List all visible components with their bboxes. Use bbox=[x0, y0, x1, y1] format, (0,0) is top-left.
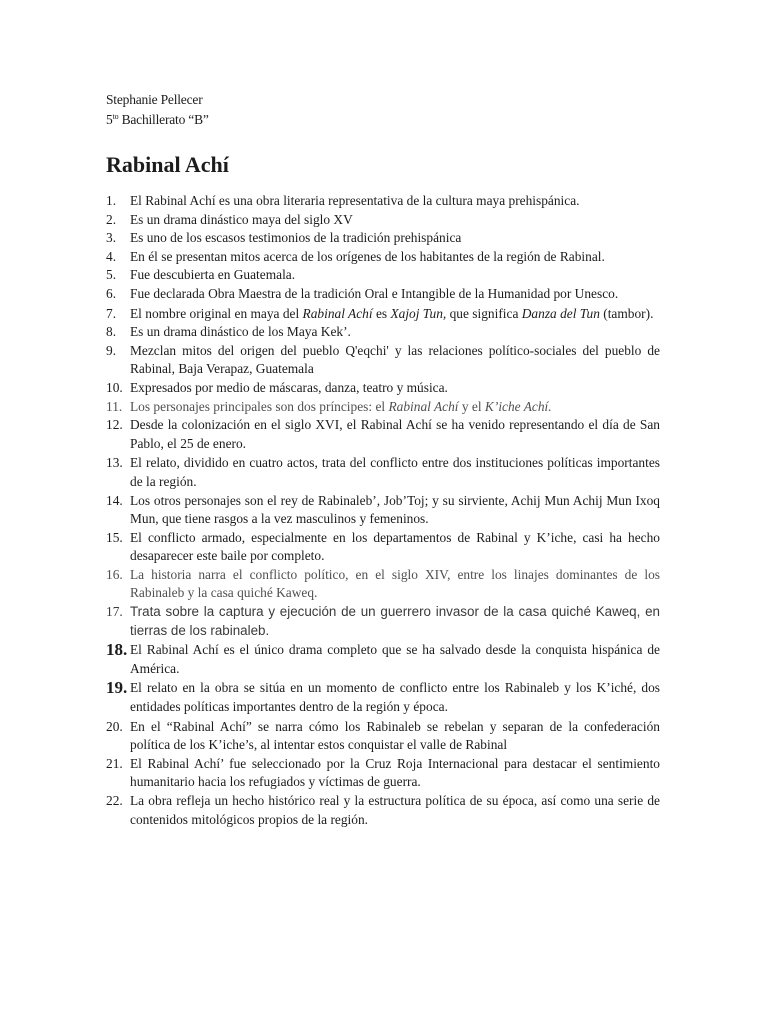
item-text: Mezclan mitos del origen del pueblo Q'eqchi' y las relaciones político-sociales del pueblo de Rabinal, Baja Verapaz, Guatemala bbox=[130, 342, 660, 377]
facts-list bbox=[106, 192, 660, 829]
grade-number: 5 bbox=[106, 112, 113, 127]
item-number: 16. bbox=[106, 566, 123, 582]
list-item bbox=[106, 566, 660, 603]
item-number: 5. bbox=[106, 267, 117, 283]
item-text: Trata sobre la captura y ejecución de un guerrero invasor de la casa quiché Kaweq, en tierras de los rabinaleb. bbox=[130, 604, 660, 638]
item-text bbox=[130, 305, 660, 324]
item-number: 6. bbox=[106, 285, 117, 301]
item-text: Expresados por medio de máscaras, danza, teatro y música. bbox=[130, 379, 448, 395]
item-text bbox=[130, 398, 660, 417]
item-number: 12. bbox=[106, 417, 123, 433]
text-run: es bbox=[372, 305, 391, 321]
list-item bbox=[106, 718, 660, 755]
item-text: En el “Rabinal Achí” se narra cómo los Rabinaleb se rebelan y separan de la confederación política de los K’iche’s, al intentar estos conquistar el valle de Rabinal bbox=[130, 718, 660, 753]
item-text: El conflicto armado, especialmente en los departamentos de Rabinal y K’iche, casi ha hecho desaparecer este baile por completo. bbox=[130, 529, 660, 564]
list-item bbox=[106, 416, 660, 453]
list-item bbox=[106, 211, 660, 230]
list-item bbox=[106, 229, 660, 248]
item-number: 1. bbox=[106, 193, 117, 208]
item-text: La historia narra el conflicto político, en el siglo XIV, entre los linajes dominantes de los Rabinaleb y la casa quiché Kaweq. bbox=[130, 566, 660, 601]
author-name: Stephanie Pellecer bbox=[106, 92, 203, 107]
list-item bbox=[106, 603, 660, 640]
item-text: Los otros personajes son el rey de Rabinaleb’, Job’Toj; y su sirviente, Achij Mun Achij Mun Ixoq Mun, que tiene rasgos a la vez masculinos y femeninos. bbox=[130, 492, 660, 527]
text-run-italic: Danza del Tun bbox=[521, 305, 600, 321]
grade-superscript: to bbox=[112, 112, 119, 121]
item-text: El relato, dividido en cuatro actos, trata del conflicto entre dos instituciones políticas importantes de la región. bbox=[130, 455, 660, 489]
item-text: Fue declarada Obra Maestra de la tradición Oral e Intangible de la Humanidad por Unesco. bbox=[130, 285, 619, 301]
list-item bbox=[106, 755, 660, 792]
item-text: Es un drama dinástico de los Maya Kek’. bbox=[130, 324, 351, 340]
text-run-italic: K’iche Achí. bbox=[484, 398, 552, 414]
text-run: (tambor). bbox=[599, 305, 654, 321]
item-text: El Rabinal Achí es el único drama completo que se ha salvado desde la conquista hispánica de América. bbox=[130, 642, 660, 676]
item-text: El Rabinal Achí’ fue seleccionado por la Cruz Roja Internacional para destacar el sentimiento humanitario hacia los refugiados y víctimas de guerra. bbox=[130, 755, 660, 790]
list-item bbox=[106, 342, 660, 379]
text-run: y el bbox=[458, 398, 485, 414]
grade-line bbox=[106, 108, 660, 128]
list-item bbox=[106, 529, 660, 566]
text-run: Los personajes principales son dos príncipes: el bbox=[130, 398, 389, 414]
grade-text: Bachillerato “B” bbox=[118, 112, 209, 127]
item-text: El Rabinal Achí es una obra literaria representativa de la cultura maya prehispánica. bbox=[130, 193, 580, 208]
item-number: 15. bbox=[106, 529, 123, 545]
item-number: 4. bbox=[106, 248, 117, 264]
item-text: Fue descubierta en Guatemala. bbox=[130, 267, 296, 283]
list-item bbox=[106, 792, 660, 829]
item-number: 8. bbox=[106, 324, 117, 340]
text-run-italic: Rabinal Achí bbox=[388, 398, 459, 414]
item-number: 13. bbox=[106, 455, 123, 471]
list-item bbox=[106, 641, 660, 678]
item-number: 7. bbox=[106, 305, 117, 321]
text-run-italic: Xajoj Tun, bbox=[390, 305, 447, 321]
item-number: 14. bbox=[106, 492, 123, 508]
text-run: El nombre original en maya del bbox=[130, 305, 303, 321]
item-text: El relato en la obra se sitúa en un momento de conflicto entre los Rabinaleb y los K’iché, dos entidades políticas importantes dentro de la región y época. bbox=[130, 680, 660, 715]
item-number: 10. bbox=[106, 379, 123, 395]
list-item bbox=[106, 379, 660, 398]
item-text: En él se presentan mitos acerca de los orígenes de los habitantes de la región de Rabinal. bbox=[130, 248, 605, 264]
text-run: que significa bbox=[446, 305, 522, 321]
list-item bbox=[106, 305, 660, 324]
list-item bbox=[106, 285, 660, 304]
item-number: 19. bbox=[106, 678, 128, 698]
item-number: 18. bbox=[106, 640, 128, 660]
item-number: 3. bbox=[106, 230, 117, 246]
list-item bbox=[106, 192, 660, 211]
item-text: Es uno de los escasos testimonios de la tradición prehispánica bbox=[130, 230, 462, 246]
item-number: 20. bbox=[106, 718, 123, 734]
item-number: 22. bbox=[106, 793, 123, 808]
item-number: 17. bbox=[106, 604, 123, 620]
list-item bbox=[106, 248, 660, 267]
list-item bbox=[106, 323, 660, 342]
document-title: Rabinal Achí bbox=[106, 152, 229, 177]
list-item bbox=[106, 492, 660, 529]
list-item bbox=[106, 266, 660, 285]
list-item bbox=[106, 398, 660, 417]
item-text: Es un drama dinástico maya del siglo XV bbox=[130, 211, 353, 227]
item-text: Desde la colonización en el siglo XVI, el Rabinal Achí se ha venido representando el día de San Pablo, el 25 de enero. bbox=[130, 417, 660, 451]
item-number: 2. bbox=[106, 211, 117, 227]
text-run-italic: Rabinal Achí bbox=[302, 305, 373, 321]
list-item bbox=[106, 454, 660, 491]
list-item bbox=[106, 679, 660, 716]
item-number: 9. bbox=[106, 342, 117, 358]
item-text: La obra refleja un hecho histórico real y la estructura política de su época, así como una serie de contenidos mitológicos propios de la región. bbox=[130, 793, 660, 827]
item-number: 21. bbox=[106, 755, 123, 771]
item-number: 11. bbox=[106, 398, 123, 414]
